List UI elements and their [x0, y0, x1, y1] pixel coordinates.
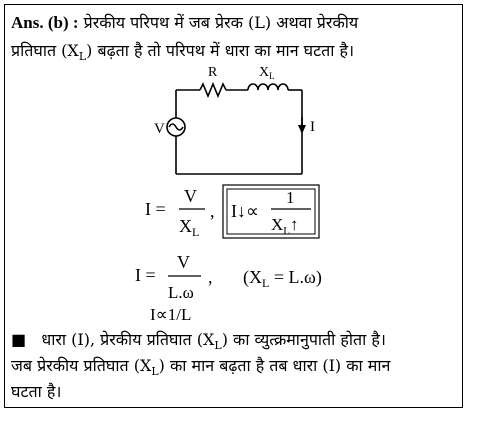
formula1-boxed-left: I↓∝ [231, 201, 259, 221]
conclusion-text-2a: जब प्रेरकीय प्रतिघात (X [11, 356, 152, 375]
formula2-comma: , [208, 267, 213, 287]
answer-box [4, 4, 463, 408]
answer-text-2a: प्रतिघात (X [11, 41, 79, 60]
conclusion-sub-1: L [214, 339, 222, 353]
inductor-symbol [248, 84, 288, 90]
conclusion-line-1 [11, 328, 386, 352]
formula-1 [145, 185, 319, 239]
conclusion-line-2 [11, 354, 390, 378]
conclusion-line-3 [11, 380, 61, 402]
answer-text-2b: ) बढ़ता है तो परिपथ में धारा का मान घटता है। [86, 41, 355, 60]
formula2-den: L.ω [168, 283, 194, 302]
formula-2 [135, 252, 322, 302]
formula1-boxed-num: 1 [286, 188, 295, 207]
square-bullet-icon: ■ [11, 330, 27, 349]
formula1-boxed-den: $X_L↑$ [271, 215, 299, 237]
answer-text-1: प्रेरकीय परिपथ में जब प्रेरक (L) अथवा प्रेरकीय [83, 13, 359, 32]
formula-3: I∝1/L [150, 305, 192, 324]
conclusion-text-2b: ) का मान बढ़ता है तब धारा (I) का मान [158, 356, 391, 375]
label-r: R [208, 65, 218, 80]
formula2-rhs: $(X_L = L.\omega)$ [243, 267, 322, 290]
label-v: V [154, 121, 165, 137]
current-arrow-head [298, 125, 306, 134]
resistor-symbol [200, 84, 226, 96]
label-xl: $X_L$ [259, 65, 275, 81]
ac-wave [169, 124, 183, 130]
conclusion-text-3: घटता है। [11, 382, 62, 401]
conclusion-text-1a: धारा (I), प्रेरकीय प्रतिघात (X [41, 330, 215, 349]
formula1-comma: , [210, 201, 215, 221]
formula1-lhs: I = [145, 199, 166, 219]
circuit-diagram [167, 84, 302, 174]
formula1-den: $X_L$ [179, 216, 200, 239]
label-i: I [310, 119, 315, 135]
conclusion-sub-2: L [151, 365, 159, 379]
answer-sub: L [78, 50, 87, 64]
formula2-lhs: I = [135, 265, 156, 285]
formula1-num: V [184, 186, 197, 206]
answer-prefix: Ans. (b) : [11, 13, 79, 32]
formula2-num: V [177, 252, 190, 272]
conclusion-text-1b: ) का व्युत्क्रमानुपाती होता है। [221, 330, 386, 349]
